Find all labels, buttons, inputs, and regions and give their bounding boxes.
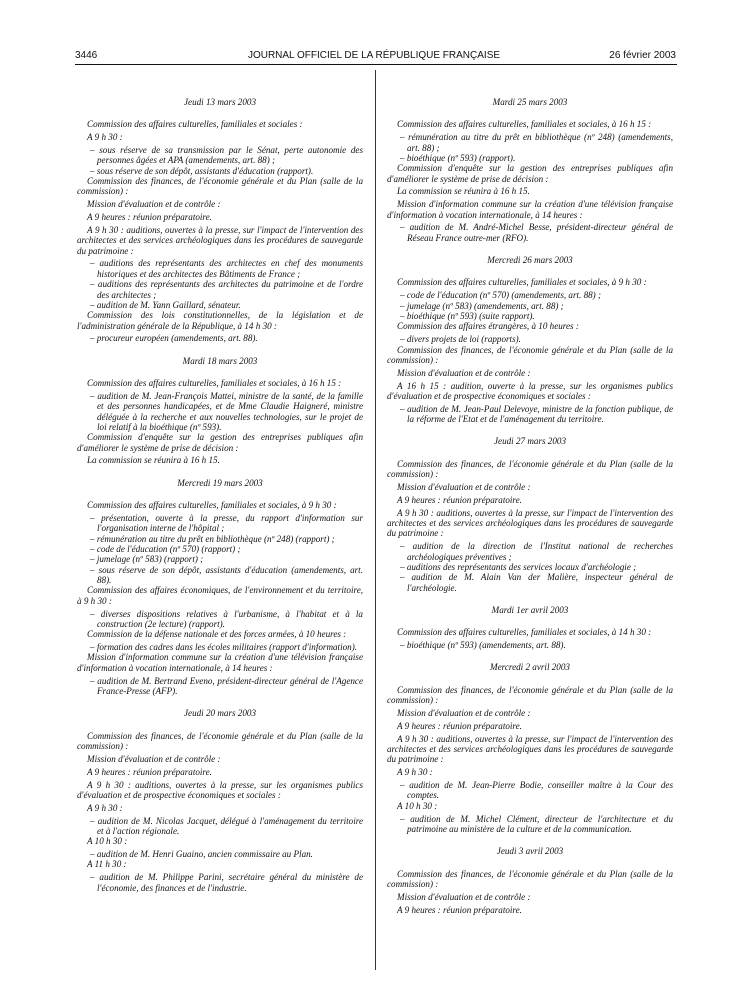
journal-title: JOURNAL OFFICIEL DE LA RÉPUBLIQUE FRANÇAISE	[247, 50, 501, 61]
agenda-item: – audition de M. Henri Guaino, ancien commissaire au Plan.	[77, 849, 363, 859]
agenda-item: – bioéthique (nº 593) (suite rapport).	[387, 311, 673, 321]
agenda-item: – audition de M. Jean-Pierre Bodie, conseiller maître à la Cour des comptes.	[387, 780, 673, 801]
agenda-item: – jumelage (nº 583) (rapport) ;	[77, 554, 363, 564]
agenda-paragraph: Commission des affaires économiques, de l'environnement et du territoire, à 9 h 30 :	[77, 585, 363, 606]
agenda-paragraph: A 9 h 30 : auditions, ouvertes à la presse, sur les organismes publics d'évaluation et de prospective économiques et sociales :	[77, 779, 363, 800]
agenda-paragraph: Commission des affaires culturelles, familiales et sociales, à 16 h 15 :	[397, 119, 652, 130]
agenda-paragraph: Commission d'enquête sur la gestion des entreprises publiques afin d'améliorer le système de prise de décision :	[77, 432, 363, 453]
agenda-paragraph: Commission des finances, de l'économie générale et du Plan (salle de la commission) :	[387, 344, 673, 365]
agenda-paragraph: Mission d'évaluation et de contrôle :	[87, 753, 221, 764]
date-heading: Jeudi 13 mars 2003	[184, 97, 256, 107]
agenda-item: – audition de M. Jean-Paul Delevoye, ministre de la fonction publique, de la réforme de l'Etat et de l'aménagement du territoire.	[387, 404, 673, 425]
agenda-paragraph: A 9 h 30 : auditions, ouvertes à la presse, sur l'impact de l'intervention des architectes et des services archéologiques dans les procédures de sauvegarde du patrimoine :	[387, 733, 673, 765]
agenda-item: – sous réserve de sa transmission par le Sénat, perte autonomie des personnes âgées et APA (amendements, art. 88) ;	[77, 145, 363, 166]
agenda-paragraph: Commission des finances, de l'économie générale et du Plan (salle de la commission) :	[387, 458, 673, 480]
agenda-paragraph: A 16 h 15 : audition, ouverte à la presse, sur les organismes publics d'évaluation et de prospective économiques et sociales :	[387, 380, 673, 401]
agenda-item: – audition de M. Jean-François Mattei, ministre de la santé, de la famille et des personnes handicapées, et de Mme Claudie Haigneré, ministre déléguée à la recherche et aux nouvelles technologies, sur le projet de loi relatif à la bioéthique (nº 593).	[77, 391, 363, 432]
agenda-item: – formation des cadres dans les écoles militaires (rapport d'information).	[77, 642, 363, 652]
issue-date: 26 février 2003	[609, 50, 676, 61]
agenda-paragraph: Commission des affaires culturelles, familiales et sociales, à 9 h 30 :	[87, 500, 337, 511]
agenda-paragraph: Commission des finances, de l'économie générale et du Plan (salle de la commission) :	[387, 684, 673, 706]
agenda-paragraph: A 10 h 30 :	[397, 800, 438, 811]
agenda-item: – procureur européen (amendements, art. 88).	[77, 333, 363, 343]
agenda-paragraph: Commission des affaires culturelles, familiales et sociales :	[87, 119, 303, 130]
agenda-paragraph: A 9 h 30 :	[397, 767, 433, 778]
agenda-item: – auditions des représentants des architectes en chef des monuments historiques et des architectes des Bâtiments de France ;	[77, 258, 363, 279]
agenda-paragraph: Commission des finances, de l'économie générale et du Plan (salle de la commission) :	[77, 730, 363, 752]
agenda-paragraph: A 10 h 30 :	[87, 836, 128, 847]
agenda-paragraph: A 11 h 30 :	[87, 859, 127, 870]
agenda-paragraph: A 9 h 30 : auditions, ouvertes à la presse, sur l'impact de l'intervention des architectes et des services archéologiques dans les procédures de sauvegarde du patrimoine :	[387, 507, 673, 539]
column-divider	[375, 70, 376, 970]
date-heading: Jeudi 20 mars 2003	[184, 708, 256, 719]
agenda-paragraph: A 9 heures : réunion préparatoire.	[87, 766, 212, 777]
agenda-paragraph: Commission des affaires culturelles, familiales et sociales, à 9 h 30 :	[397, 277, 647, 288]
left-column	[77, 97, 363, 893]
agenda-paragraph: Mission d'évaluation et de contrôle :	[397, 707, 531, 718]
date-heading: Mercredi 19 mars 2003	[177, 477, 263, 488]
agenda-item: – bioéthique (nº 593) (rapport).	[387, 153, 673, 163]
agenda-paragraph: A 9 heures : réunion préparatoire.	[87, 212, 212, 223]
agenda-paragraph: Commission des finances, de l'économie générale et du Plan (salle de la commission) :	[387, 868, 673, 889]
agenda-item: – diverses dispositions relatives à l'urbanisme, à l'habitat et à la construction (2e lecture) (rapport).	[77, 609, 363, 630]
agenda-item: – audition de M. Philippe Parini, secrétaire général du ministère de l'économie, des finances et de l'industrie.	[77, 872, 363, 893]
agenda-paragraph: La commission se réunira à 16 h 15.	[87, 455, 220, 466]
agenda-item: – audition de M. Michel Clément, directeur de l'architecture et du patrimoine au ministère de la culture et de la communication.	[387, 814, 673, 835]
agenda-paragraph: Commission de la défense nationale et des forces armées, à 10 heures :	[87, 629, 347, 640]
agenda-paragraph: Commission des lois constitutionnelles, de la législation et de l'administration générale de la République, à 14 h 30 :	[77, 310, 363, 331]
agenda-paragraph: Commission des affaires culturelles, familiales et sociales, à 16 h 15 :	[87, 378, 342, 389]
agenda-item: – audition de M. André-Michel Besse, président-directeur général de Réseau France outre-mer (RFO).	[387, 222, 673, 243]
agenda-item: – audition de la direction de l'Institut national de recherches archéologiques préventives ;	[387, 541, 673, 562]
agenda-item: – auditions des représentants des architectes du patrimoine et de l'ordre des architectes ;	[77, 279, 363, 300]
agenda-item: – bioéthique (nº 593) (amendements, art. 88).	[387, 640, 673, 650]
agenda-paragraph: Mission d'évaluation et de contrôle :	[397, 481, 531, 492]
right-column	[387, 97, 673, 917]
agenda-paragraph: La commission se réunira à 16 h 15.	[397, 186, 530, 197]
agenda-paragraph: Commission des affaires étrangères, à 10 heures :	[397, 321, 579, 332]
agenda-paragraph: A 9 heures : réunion préparatoire.	[397, 904, 522, 915]
agenda-item: – jumelage (nº 583) (amendements, art. 88) ;	[387, 301, 673, 311]
agenda-item: – rémunération au titre du prêt en bibliothèque (nº 248) (amendements, art. 88) ;	[387, 132, 673, 153]
date-heading: Mercredi 26 mars 2003	[487, 255, 573, 266]
agenda-item: – sous réserve de son dépôt, assistants d'éducation (rapport).	[77, 166, 363, 176]
agenda-item: – divers projets de loi (rapports).	[387, 334, 673, 344]
agenda-paragraph: Commission des finances, de l'économie générale et du Plan (salle de la commission) :	[77, 176, 363, 197]
agenda-item: – rémunération au titre du prêt en bibliothèque (nº 248) (rapport) ;	[77, 534, 363, 544]
agenda-paragraph: Mission d'information commune sur la création d'une télévision française d'information à vocation internationale, à 14 heures :	[77, 652, 363, 673]
agenda-paragraph: Mission d'évaluation et de contrôle :	[87, 199, 221, 210]
agenda-item: – audition de M. Nicolas Jacquet, délégué à l'aménagement du territoire et à l'action régionale.	[77, 816, 363, 837]
agenda-paragraph: A 9 heures : réunion préparatoire.	[397, 720, 522, 731]
agenda-paragraph: Mission d'évaluation et de contrôle :	[397, 367, 531, 378]
date-heading: Mardi 1er avril 2003	[491, 604, 569, 615]
date-heading: Mardi 25 mars 2003	[492, 97, 568, 107]
agenda-item: – auditions des représentants des services locaux d'archéologie ;	[387, 562, 673, 572]
agenda-paragraph: A 9 heures : réunion préparatoire.	[397, 494, 522, 505]
agenda-item: – audition de M. Yann Gaillard, sénateur.	[77, 300, 363, 310]
agenda-item: – code de l'éducation (nº 570) (amendements, art. 88) ;	[387, 290, 673, 300]
agenda-paragraph: A 9 h 30 : auditions, ouvertes à la presse, sur l'impact de l'intervention des architectes et des services archéologiques dans les procédures de sauvegarde du patrimoine :	[77, 224, 363, 256]
date-heading: Mardi 18 mars 2003	[182, 355, 258, 366]
agenda-item: – code de l'éducation (nº 570) (rapport) ;	[77, 544, 363, 554]
agenda-item: – audition de M. Alain Van der Malière, inspecteur général de l'archéologie.	[387, 572, 673, 593]
date-heading: Jeudi 3 avril 2003	[496, 846, 564, 857]
agenda-item: – sous réserve de son dépôt, assistants d'éducation (amendements, art. 88).	[77, 565, 363, 586]
date-heading: Mercredi 2 avril 2003	[490, 662, 570, 673]
agenda-paragraph: Commission d'enquête sur la gestion des entreprises publiques afin d'améliorer le système de prise de décision :	[387, 163, 673, 184]
agenda-paragraph: A 9 h 30 :	[87, 802, 123, 813]
agenda-paragraph: A 9 h 30 :	[87, 132, 123, 143]
agenda-item: – audition de M. Bertrand Eveno, président-directeur général de l'Agence France-Presse (AFP).	[77, 676, 363, 697]
agenda-paragraph: Mission d'évaluation et de contrôle :	[397, 891, 531, 902]
header-rule	[75, 64, 677, 65]
agenda-item: – présentation, ouverte à la presse, du rapport d'information sur l'organisation interne de l'hôpital ;	[77, 513, 363, 534]
agenda-paragraph: Commission des affaires culturelles, familiales et sociales, à 14 h 30 :	[397, 627, 652, 638]
page-number: 3446	[75, 50, 98, 61]
date-heading: Jeudi 27 mars 2003	[494, 436, 566, 447]
agenda-paragraph: Mission d'information commune sur la création d'une télévision française d'information à vocation internationale, à 14 heures :	[387, 199, 673, 220]
